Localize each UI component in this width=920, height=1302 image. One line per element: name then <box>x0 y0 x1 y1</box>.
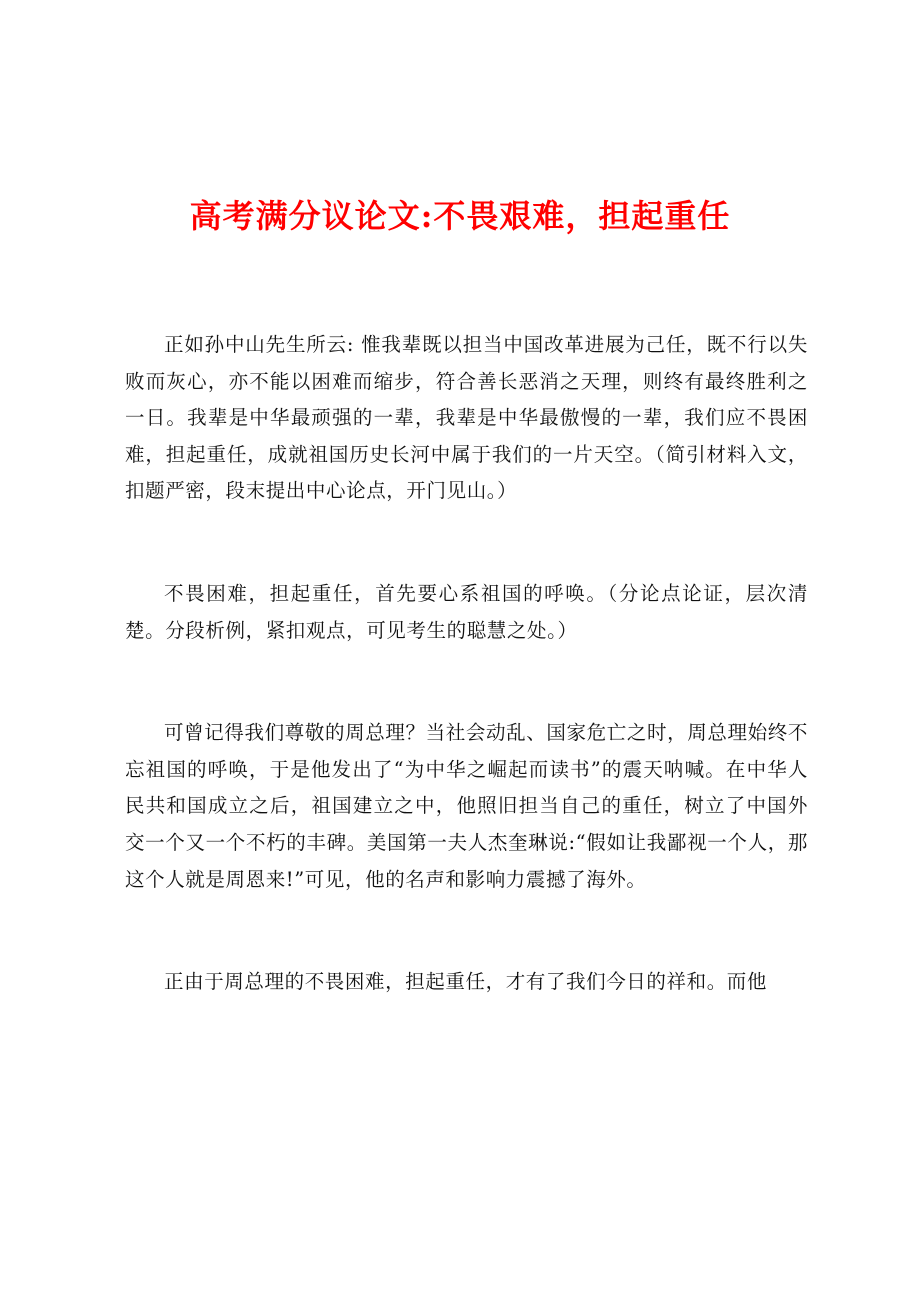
essay-body <box>125 327 808 1067</box>
essay-title: 高考满分议论文:不畏艰难，担起重任 <box>189 197 731 235</box>
paragraph-4: 正由于周总理的不畏困难，担起重任，才有了我们今日的祥和。而他 <box>164 970 768 994</box>
paragraph-2: 不畏困难，担起重任，首先要心系祖国的呼唤。（分论点论证，层次清楚。分段析例，紧扣观点，可见考生的聪慧之处。） <box>125 581 808 642</box>
paragraph-1: 正如孙中山先生所云: 惟我辈既以担当中国改革进展为己任，既不行以失败而灰心，亦不能以困难而缩步，符合善长恶消之天理，则终有最终胜利之一日。我辈是中华最顽强的一辈，我辈是中华最傲慢的一辈，我们应不畏困难，担起重任，成就祖国历史长河中属于我们的一片天空。（简引材料入文，扣题严密，段末提出中心论点，开门见山。） <box>125 333 808 503</box>
paragraph-3: 可曾记得我们尊敬的周总理？当社会动乱、国家危亡之时，周总理始终不忘祖国的呼唤，于是他发出了“为中华之崛起而读书”的震天呐喊。在中华人民共和国成立之后，祖国建立之中，他照旧担当自己的重任，树立了中国外交一个又一个不朽的丰碑。美国第一夫人杰奎琳说:“假如让我鄙视一个人，那这个人就是周恩来!”可见，他的名声和影响力震撼了海外。 <box>125 721 808 891</box>
